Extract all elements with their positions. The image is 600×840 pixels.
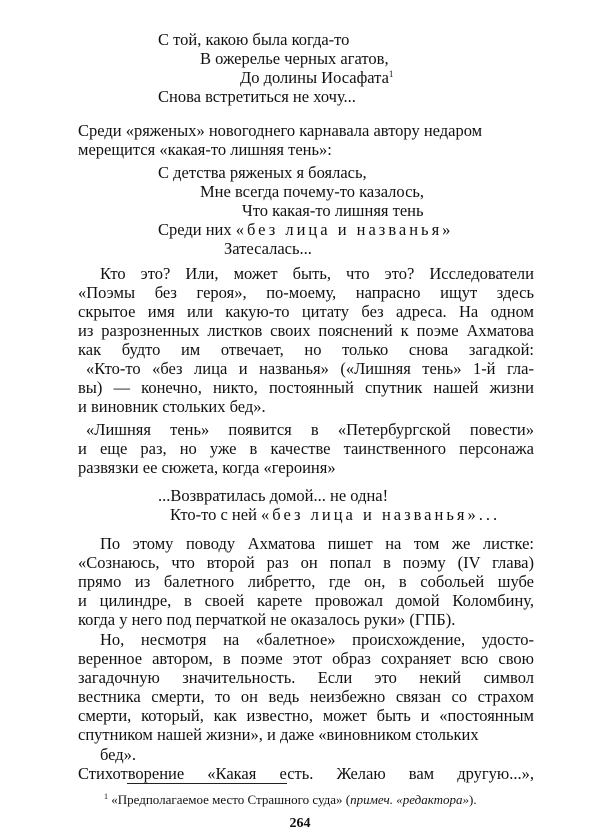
text-line: вестника смерти, то он ведь неизбежно связан со страхом: [78, 687, 534, 706]
poem-line: Затесалась...: [224, 239, 312, 258]
text-line: «Лишняя тень» появится в «Петербургской повести»: [86, 420, 534, 439]
poem-line: Среди них «без лица и названья»: [158, 220, 454, 239]
poem-line: С той, какою была когда-то: [158, 30, 350, 49]
text-line: скрытое имя или какую-то цитату без адреса. На одном: [78, 302, 534, 321]
poem-line: До долины Иосафата$^1$: [240, 68, 394, 87]
text-line: смерти, который, как известно, может быть и «постоянным: [78, 706, 534, 725]
poem-line: Снова встретиться не хочу...: [158, 87, 356, 106]
poem-line: ...Возвратилась домой... не одна!: [158, 486, 389, 505]
text-line: спутником нашей жизни», и даже «виновником стольких: [78, 725, 479, 744]
text-line: развязки ее сюжета, когда «героиня»: [78, 458, 336, 477]
poem-line: Мне всегда почему-то казалось,: [200, 182, 425, 201]
text-line: когда у него под перчаткой не оказалось руки» (ГПБ).: [78, 610, 456, 629]
text-line: прямо из балетного либретто, где он, в собольей шубе: [78, 572, 534, 591]
poem-line: В ожерелье черных агатов,: [200, 49, 389, 68]
text-line: и еще раз, но уже в качестве таинственного персонажа: [78, 439, 534, 458]
text-line: «Кто-то «без лица и названья» («Лишняя тень» 1-й гла-: [86, 359, 534, 378]
text-line: как будто им отвечает, но только снова загадкой:: [78, 340, 534, 359]
poem-line: С детства ряженых я боялась,: [158, 163, 367, 182]
text-line: из разрозненных листков своих пояснений к поэме Ахматова: [78, 321, 534, 340]
text-line: Но, несмотря на «балетное» происхождение, удосто-: [100, 630, 534, 649]
footnote-divider: [127, 783, 287, 784]
poem-line: Кто-то с ней «без лица и названья»...: [170, 505, 501, 524]
text-line: Кто это? Или, может быть, что это? Исследователи: [100, 264, 534, 283]
text-line: Стихотворение «Какая есть. Желаю вам другую...»,: [78, 764, 534, 783]
text-line: и цилиндре, в своей карете провожал домой Коломбину,: [78, 591, 534, 610]
footnote: $^1$ «Предполагаемое место Страшного суда» (примеч. «редактора»).: [104, 792, 477, 807]
text-line: мерещится «какая-то лишняя тень»:: [78, 140, 332, 159]
text-line: веренное автором, в поэме этот образ сохраняет всю свою: [78, 649, 534, 668]
text-line: «Сознаюсь, что второй раз он попал в поэму (IV глава): [78, 553, 534, 572]
text-line: бед».: [100, 745, 137, 764]
text-line: и виновник стольких бед».: [78, 397, 266, 416]
text-line: загадочную значительность. Если это некий символ: [78, 668, 534, 687]
text-line: Среди «ряженых» новогоднего карнавала автору недаром: [78, 121, 483, 140]
poem-line: Что какая-то лишняя тень: [242, 201, 424, 220]
footnote-marker: 1: [388, 69, 394, 79]
text-line: вы) — конечно, никто, постоянный спутник нашей жизни: [78, 378, 534, 397]
page-number: 264: [289, 816, 311, 831]
text-line: «Поэмы без героя», по-моему, напрасно ищут здесь: [78, 283, 534, 302]
text-line: По этому поводу Ахматова пишет на том же листке:: [100, 534, 534, 553]
